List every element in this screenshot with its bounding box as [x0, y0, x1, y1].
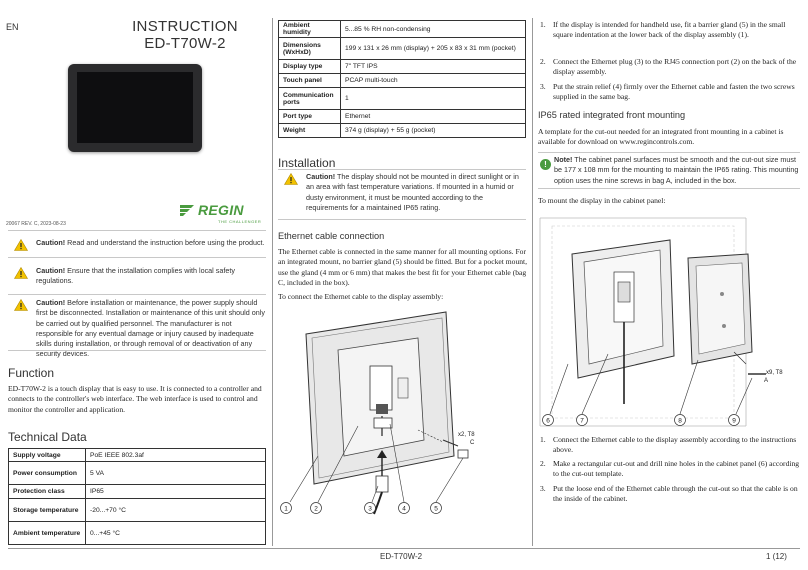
column-divider [532, 18, 533, 546]
ethernet-cable [374, 492, 382, 514]
function-text: ED-T70W-2 is a touch display that is easy to use. It is connected to a controller and connects to the controller's web interface. The web interface is used to control and monitor the controller and application. [8, 384, 262, 414]
spec-value: 199 x 131 x 26 mm (display) + 205 x 83 x 31 mm (pocket) [341, 38, 526, 60]
note-label: Note! [554, 155, 573, 164]
ethernet-paragraph: The Ethernet cable is connected in the same manner for all mounting options. For an integrated mount, no barrier gland (5) should be fitted. But for a pocket mount, use the gland (4 mm or 6 mm) that makes the best fit for your Ethernet cable (bag C, included in the box). [278, 247, 528, 287]
screw-quantity-label: x9, T8 [766, 370, 783, 376]
warning-icon [14, 299, 28, 311]
footer-product: ED-T70W-2 [380, 552, 423, 561]
caution-text: The display should not be mounted in direct sunlight or in an area with fast temperature variations. If mounted in a humid or dusty environment, it must be mounted according to the requirements for a maintained IP65 rating. [306, 172, 519, 212]
callout-9 [729, 378, 753, 426]
spec-value: Ethernet [341, 110, 526, 124]
table-row [9, 449, 266, 462]
table-row [279, 60, 526, 74]
table-row [9, 462, 266, 485]
divider [538, 152, 800, 153]
spec-value: 5...85 % RH non-condensing [341, 21, 526, 38]
step-number: 2. [540, 459, 546, 468]
callout-label: 1 [284, 505, 288, 513]
spec-key: Protection class [9, 485, 86, 499]
table-row [279, 21, 526, 38]
spec-value: PCAP multi-touch [341, 74, 526, 88]
installation-heading: Installation [278, 156, 336, 170]
step-number: 3. [540, 82, 546, 91]
ethernet-connection-figure [278, 306, 528, 516]
note-icon: ! [540, 159, 551, 170]
spec-key: Dimensions (WxHxD) [279, 38, 341, 60]
regin-logo-mark-icon [178, 203, 196, 217]
strain-relief [618, 282, 630, 302]
step-number: 3. [540, 484, 546, 493]
divider [8, 257, 266, 258]
document-title: INSTRUCTION [132, 18, 238, 35]
screw-quantity-label: x2, T8 [458, 432, 475, 438]
spec-key: Supply voltage [9, 449, 86, 462]
spec-key: Power consumption [9, 462, 86, 485]
function-heading: Function [8, 366, 55, 380]
warning-icon [284, 173, 298, 185]
warning-icon [14, 239, 28, 251]
spec-key: Display type [279, 60, 341, 74]
step-text: Connect the Ethernet cable to the display assembly according to the instructions above. [553, 435, 797, 455]
callout-label: 8 [678, 417, 682, 425]
step-number: 1. [540, 435, 546, 444]
callout-label: 9 [732, 417, 736, 425]
ethernet-instruction: To connect the Ethernet cable to the display assembly: [278, 292, 444, 301]
barrier-gland [458, 450, 468, 458]
callout-label: 6 [546, 417, 550, 425]
logo-tagline: THE CHALLENGER [218, 219, 262, 224]
pocket-inner [696, 263, 745, 354]
callout-5 [431, 458, 464, 514]
display-screen [77, 72, 193, 143]
technical-data-table [8, 448, 266, 545]
caution-label: Caution! [36, 238, 66, 247]
spec-value: IP65 [86, 485, 266, 499]
spec-value: -20...+70 °C [86, 499, 266, 522]
mount-hole [720, 292, 724, 296]
table-row [279, 38, 526, 60]
spec-key: Port type [279, 110, 341, 124]
installation-caution [278, 172, 526, 213]
ip65-text: A template for the cut-out needed for an integrated front mounting in a cabinet is available for download on www.regincontrols.com. [538, 127, 784, 147]
note-text: The cabinet panel surfaces must be smooth and the cut-out size must be 177 x 108 mm for the mounting to maintain the IP65 rating. This mounting option uses the nine screws in bag A, included in the box. [554, 155, 799, 185]
revision-info: 20067 REV. C, 2023-08-23 [6, 221, 66, 227]
bag-label: C [470, 440, 475, 446]
cabinet-mounting-figure [538, 214, 802, 430]
warning-icon [14, 267, 28, 279]
table-row [279, 110, 526, 124]
callout-label: 4 [402, 505, 406, 513]
caution-label: Caution! [36, 266, 66, 275]
spec-value: 5 VA [86, 462, 266, 485]
spec-key: Ambient humidity [279, 21, 341, 38]
divider [278, 169, 526, 170]
step-text: Make a rectangular cut-out and drill nine holes in the cabinet panel (6) according to the cut-out template. [553, 459, 800, 479]
logo-wordmark: REGIN [198, 202, 244, 218]
divider [538, 188, 800, 189]
callout-label: 7 [580, 417, 584, 425]
table-row [9, 485, 266, 499]
mount-instruction: To mount the display in the cabinet panel: [538, 196, 666, 205]
caution-text: Before installation or maintenance, the power supply should first be disconnected. Installation or maintenance of this unit should only be carried out by qualified personnel. The manufacturer is not responsible for any eventual damage or injury caused by inadequate skills during installation, or through removal of or deactivation of any security devices. [36, 298, 265, 359]
regin-logo [178, 202, 268, 228]
spec-key: Touch panel [279, 74, 341, 88]
divider [8, 230, 266, 231]
table-row [9, 499, 266, 522]
caution-text: Ensure that the installation complies with local safety regulations. [36, 266, 235, 286]
technical-data-table-continued [278, 20, 526, 138]
callout-8 [675, 360, 699, 426]
caution-block-2 [8, 266, 266, 287]
footer-divider [8, 548, 800, 549]
ethernet-plug [376, 476, 388, 492]
product-code: ED-T70W-2 [144, 35, 226, 52]
mount-hole [722, 324, 726, 328]
gland-indentation [398, 378, 408, 398]
caution-block-1 [8, 238, 266, 248]
caution-label: Caution! [36, 298, 66, 307]
callout-label: 5 [434, 505, 438, 513]
step-number: 2. [540, 57, 546, 66]
spec-value: 1 [341, 88, 526, 110]
caution-label: Caution! [306, 172, 336, 181]
bag-label: A [764, 378, 769, 384]
strain-relief [374, 418, 392, 428]
callout-label: 2 [314, 505, 318, 513]
spec-value: 0...+45 °C [86, 522, 266, 545]
table-row [9, 522, 266, 545]
page-number: 1 (12) [766, 552, 787, 561]
caution-text: Read and understand the instruction before using the product. [65, 238, 265, 247]
language-code: EN [6, 22, 19, 32]
divider [278, 219, 526, 220]
spec-key: Storage temperature [9, 499, 86, 522]
callout-label: 3 [368, 505, 372, 513]
spec-key: Communication ports [279, 88, 341, 110]
table-row [279, 88, 526, 110]
table-row [279, 124, 526, 138]
rj45-port [376, 404, 388, 414]
technical-data-heading: Technical Data [8, 430, 87, 444]
ethernet-heading: Ethernet cable connection [278, 231, 385, 241]
spec-key: Ambient temperature [9, 522, 86, 545]
table-row [279, 74, 526, 88]
spec-value: 7" TFT IPS [341, 60, 526, 74]
step-text: Connect the Ethernet plug (3) to the RJ45 connection port (2) on the back of the display assembly. [553, 57, 797, 77]
spec-value: PoE IEEE 802.3af [86, 449, 266, 462]
product-photo [68, 64, 202, 152]
spec-value: 374 g (display) + 55 g (pocket) [341, 124, 526, 138]
ip65-heading: IP65 rated integrated front mounting [538, 110, 686, 120]
step-number: 1. [540, 20, 546, 29]
spec-key: Weight [279, 124, 341, 138]
step-text: Put the strain relief (4) firmly over the Ethernet cable and fasten the two screws supplied in the same bag. [553, 82, 795, 102]
divider [8, 350, 266, 351]
callout-6 [543, 364, 569, 426]
ip65-note [554, 155, 800, 186]
divider [8, 294, 266, 295]
column-divider [272, 18, 273, 546]
rj45-port-area [370, 366, 392, 410]
step-text: Put the loose end of the Ethernet cable through the cut-out so that the cable is on the inside of the cabinet. [553, 484, 798, 504]
step-text: If the display is intended for handheld use, fit a barrier gland (5) in the small square indentation at the lower back of the display assembly (1). [553, 20, 786, 40]
